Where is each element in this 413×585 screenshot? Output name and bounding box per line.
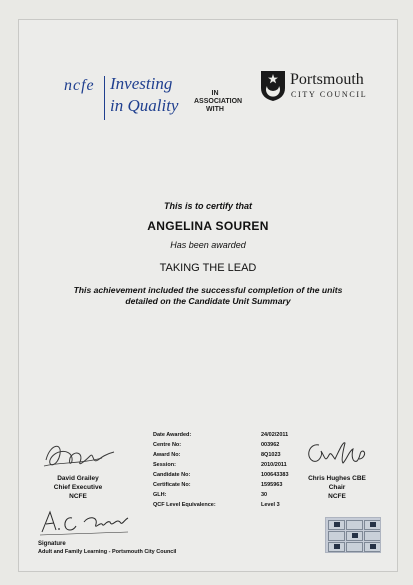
details-row (153, 442, 283, 451)
pcc-subtitle: CITY COUNCIL (291, 90, 368, 99)
details-label: QCF Level Equivalence: (153, 502, 216, 508)
right-signatory-title: Chair (328, 484, 346, 491)
details-label: Session: (153, 462, 176, 468)
certify-statement: This is to certify that (163, 201, 252, 211)
details-label: Award No: (153, 452, 181, 458)
details-value: 24/02/2011 (261, 432, 289, 438)
details-value: Level 3 (261, 502, 280, 508)
ncfe-logo (64, 74, 188, 122)
left-signatory-name: David Grailey (57, 475, 99, 482)
council-signature (38, 508, 130, 536)
signature-organisation: Adult and Family Learning - Portsmouth City Council (38, 549, 177, 555)
details-row (153, 462, 287, 471)
right-signatory (296, 474, 378, 501)
details-row (153, 482, 283, 491)
left-signatory-title: Chief Executive (53, 484, 103, 491)
details-label: Candidate No: (153, 472, 191, 478)
association-line3: WITH (206, 106, 224, 113)
ncfe-logo-mark: ncfe (64, 77, 95, 94)
achievement-line1: This achievement included the successful completion of the units (73, 285, 343, 295)
details-value: 2010/2011 (261, 462, 287, 468)
details-value: 30 (261, 492, 268, 498)
chair-signature (303, 437, 371, 469)
security-hologram (325, 517, 381, 553)
details-value: 003962 (261, 442, 280, 448)
ncfe-logo-divider (104, 76, 105, 120)
pcc-name: Portsmouth (290, 71, 364, 88)
right-signatory-org: NCFE (328, 493, 346, 500)
portsmouth-city-council-logo (260, 70, 385, 110)
left-signatory (38, 474, 118, 501)
details-row (153, 492, 283, 501)
details-label: Certificate No: (153, 482, 191, 488)
association-line2: ASSOCIATION (194, 98, 243, 105)
ncfe-logo-text-line2: in Quality (110, 96, 179, 115)
details-row (153, 432, 289, 441)
chief-executive-signature (40, 440, 118, 472)
achievement-line2: detailed on the Candidate Unit Summary (125, 296, 291, 306)
award-title: TAKING THE LEAD (159, 262, 257, 274)
details-row (153, 472, 289, 481)
ncfe-logo-text-line1: Investing (110, 74, 173, 93)
star-and-crescent-crest-icon (260, 70, 286, 102)
right-signatory-name: Chris Hughes CBE (308, 475, 366, 482)
details-row (153, 452, 283, 461)
details-label: Date Awarded: (153, 432, 192, 438)
details-label: GLH: (153, 492, 167, 498)
awarded-statement: Has been awarded (170, 240, 246, 250)
association-text (194, 90, 243, 114)
details-value: 8Q1023 (261, 452, 281, 458)
left-signatory-org: NCFE (69, 493, 87, 500)
candidate-name: ANGELINA SOUREN (147, 219, 269, 233)
details-label: Centre No: (153, 442, 182, 448)
signature-label: Signature (38, 541, 66, 547)
details-row (153, 502, 283, 511)
association-line1: IN (211, 90, 219, 97)
achievement-statement (18, 285, 398, 307)
details-value: 100643383 (261, 472, 289, 478)
details-value: 1595963 (261, 482, 283, 488)
